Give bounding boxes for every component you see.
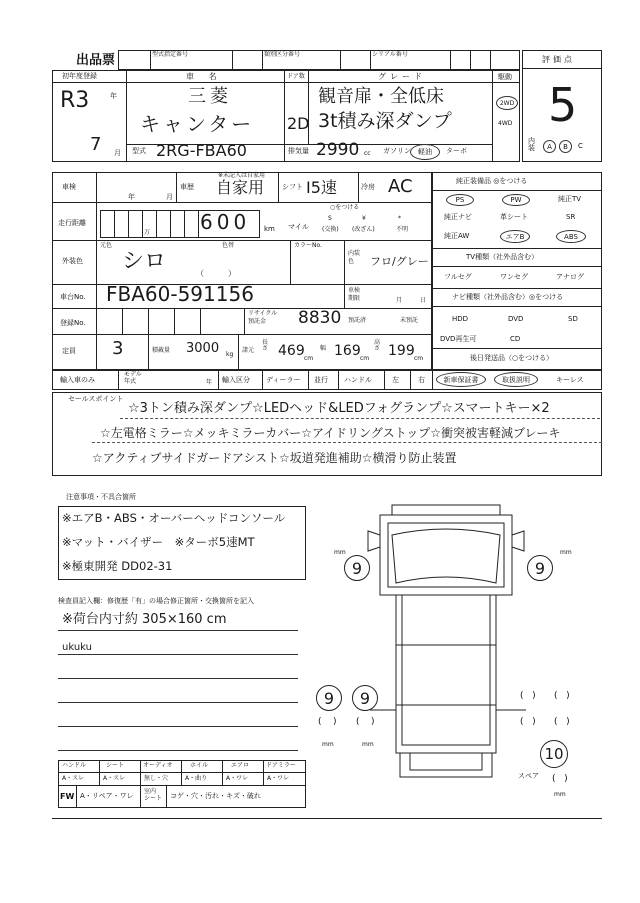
equip-ps: PS bbox=[446, 194, 474, 206]
capacity-label: 定員 bbox=[62, 347, 76, 355]
tv-one: ワンセグ bbox=[500, 273, 528, 281]
equip-aw: 純正AW bbox=[444, 232, 470, 240]
model-label: 型式 bbox=[132, 147, 146, 155]
capacity-value: 3 bbox=[112, 338, 124, 359]
import-type-label: 輸入区分 bbox=[222, 376, 250, 384]
original-color-label: 元色 bbox=[100, 242, 113, 249]
replace-s: S bbox=[328, 215, 332, 222]
equip-tv: 純正TV bbox=[558, 195, 582, 203]
later-title: 後日発送品（○をつける） bbox=[470, 354, 554, 362]
interior-color-label: 内装 色 bbox=[348, 250, 361, 265]
load-label: 積載量 bbox=[152, 347, 171, 354]
replace-t: ¥ bbox=[362, 215, 366, 222]
equip-leather: 革シート bbox=[500, 213, 528, 221]
model-year-label: モデル 年式 bbox=[124, 371, 142, 386]
width-value: 169 bbox=[334, 343, 361, 359]
fuel-gasoline: ガソリン bbox=[383, 147, 411, 155]
score-label: 評価点 bbox=[542, 55, 575, 64]
equip-airbag: エアB bbox=[500, 230, 530, 243]
fuel-diesel: 軽油 bbox=[410, 144, 440, 160]
history-value: 自家用 bbox=[216, 178, 265, 197]
notes-title: 注意事項・不具合箇所 bbox=[66, 493, 136, 501]
score-value: 5 bbox=[548, 78, 578, 132]
handle-label: ハンドル bbox=[344, 376, 372, 384]
car-name-value: キャンター bbox=[140, 112, 255, 136]
grade-line2: 3t積み深ダンプ bbox=[318, 110, 452, 132]
dims-label: 諸元 bbox=[242, 347, 255, 354]
navi-dvd: DVD bbox=[508, 315, 524, 323]
tire-rr-bracket-c: ( ) bbox=[520, 717, 536, 727]
tv-analog: アナログ bbox=[556, 273, 584, 281]
inspection-label: 車検 bbox=[62, 183, 76, 191]
tv-title: TV種類（社外品含む） bbox=[466, 253, 539, 261]
replace-s-note: (交換) bbox=[322, 226, 339, 233]
drive-label: 駆動 bbox=[498, 73, 512, 81]
tv-full: フルセグ bbox=[444, 273, 472, 281]
drive-4wd: 4WD bbox=[498, 120, 513, 127]
doors-label: ドア数 bbox=[287, 73, 305, 80]
equip-title: 純正装備品 ◎をつける bbox=[456, 177, 528, 185]
height-cm: cm bbox=[414, 355, 424, 362]
replace-t-note: (改ざん) bbox=[352, 226, 375, 233]
tire-rear-mm-right: mm bbox=[362, 741, 374, 748]
displacement-label: 排気量 bbox=[288, 147, 309, 155]
kg-unit: kg bbox=[226, 351, 234, 358]
legend-interior-sheet: 室内 シート bbox=[144, 788, 163, 803]
year-unit: 年 bbox=[110, 92, 117, 100]
recycle-done: 預託済 bbox=[348, 317, 367, 324]
length-cm: cm bbox=[304, 355, 314, 362]
legend-v-aero: A・ワレ bbox=[226, 775, 249, 782]
tire-rear-bracket-left: ( ) bbox=[318, 717, 337, 727]
chassis-value: FBA60-591156 bbox=[106, 282, 254, 306]
keyless-item: キーレス bbox=[556, 376, 584, 384]
unknown-note: 不明 bbox=[396, 226, 409, 233]
cc-unit: cc bbox=[364, 150, 371, 157]
maker-label: 車 名 bbox=[186, 72, 223, 81]
sales-line-3: ☆アクティブサイドガードアシスト☆坂道発進補助☆横滑り防止装置 bbox=[92, 451, 457, 465]
recycle-not: 未預託 bbox=[400, 317, 419, 324]
legend-v-mirror: A・ワレ bbox=[267, 775, 290, 782]
note-line-3: ※極東開発 DD02-31 bbox=[62, 559, 173, 573]
serial-label: シリアル番号 bbox=[372, 51, 408, 58]
chassis-label: 車台No. bbox=[60, 293, 86, 301]
color-value: シロ bbox=[122, 249, 167, 274]
legend-h-mirror: ドアミラー bbox=[266, 762, 296, 769]
year-value: R3 bbox=[60, 88, 90, 113]
legend-v-handle: A・スレ bbox=[62, 775, 85, 782]
inspector-line-2: ukuku bbox=[62, 642, 92, 653]
grade-line1: 観音扉・全低床 bbox=[318, 86, 444, 107]
first-reg-label: 初年度登録 bbox=[62, 72, 97, 80]
exterior-color-label: 外装色 bbox=[62, 257, 83, 265]
history-label: 車歴 bbox=[180, 183, 194, 191]
interior-grade-a: A bbox=[543, 140, 556, 153]
legend-h-audio: オーディオ bbox=[143, 762, 173, 769]
spare-label: スペア bbox=[518, 772, 539, 780]
handle-left: 左 bbox=[392, 376, 399, 384]
tire-rear-bracket-right: ( ) bbox=[356, 717, 375, 727]
category-code-label: 類別区分番号 bbox=[264, 51, 301, 58]
recycle-label: リサイクル 預託金 bbox=[248, 310, 278, 325]
repaint-label: 色替 bbox=[222, 242, 235, 249]
navi-hdd: HDD bbox=[452, 315, 469, 323]
legend-h-aero: エアロ bbox=[231, 762, 250, 769]
color-paren: （ ） bbox=[196, 269, 236, 278]
mileage-value: 600 bbox=[200, 210, 251, 234]
legend-fw: FW bbox=[60, 792, 75, 801]
tire-front-right: 9 bbox=[527, 555, 553, 581]
equip-sr: SR bbox=[566, 213, 576, 221]
ac-value: AC bbox=[388, 176, 413, 197]
note-line-2: ※マット・バイザー ※ターボ5速MT bbox=[62, 535, 255, 549]
parallel-label: 並行 bbox=[314, 376, 328, 384]
handle-right: 右 bbox=[418, 376, 425, 384]
tire-fl-mm: mm bbox=[334, 549, 346, 556]
recycle-value: 8830 bbox=[298, 308, 342, 328]
unknown-label: * bbox=[398, 215, 401, 222]
tire-rr-bracket-a: ( ) bbox=[520, 691, 536, 701]
mileage-label: 走行距離 bbox=[58, 219, 86, 227]
model-code-label: 型式指定番号 bbox=[152, 51, 189, 58]
interior-grade-c: C bbox=[578, 142, 583, 150]
import-label: 輸入車のみ bbox=[60, 376, 95, 384]
inspection-month-unit: 月 bbox=[166, 193, 173, 201]
height-label: 高さ bbox=[374, 339, 381, 352]
inspection-year-unit: 年 bbox=[128, 193, 135, 201]
sales-point-label: セールスポイント bbox=[68, 395, 124, 403]
width-label: 幅 bbox=[320, 345, 327, 352]
bottom-rule bbox=[52, 818, 602, 819]
import-year-unit: 年 bbox=[206, 379, 213, 386]
inspect-term-month: 月 bbox=[396, 297, 403, 304]
shift-value: I5速 bbox=[306, 178, 337, 197]
doors-value: 2D bbox=[287, 114, 310, 133]
tire-rear-2: 9 bbox=[352, 685, 378, 711]
inspect-term-label: 車検 期限 bbox=[348, 287, 361, 302]
spare-bracket: ( ) bbox=[552, 774, 568, 784]
self-use-note: ※未記入は自家用 bbox=[218, 172, 266, 179]
equip-pw: PW bbox=[502, 194, 530, 206]
legend-interior-vals: コゲ・穴・汚れ・キズ・破れ bbox=[170, 792, 261, 800]
maker-value: 三菱 bbox=[188, 86, 232, 107]
tire-rr-bracket-d: ( ) bbox=[554, 717, 570, 727]
turbo-value: ターボ bbox=[446, 147, 467, 155]
tire-rear-mm-left: mm bbox=[322, 741, 334, 748]
tire-spare: 10 bbox=[540, 740, 568, 768]
displacement-value: 2990 bbox=[316, 140, 360, 160]
navi-sd: SD bbox=[568, 315, 578, 323]
drive-2wd: 2WD bbox=[496, 96, 518, 110]
man-unit: 万 bbox=[144, 229, 151, 236]
navi-cd: CD bbox=[510, 335, 521, 343]
tire-rr-bracket-b: ( ) bbox=[554, 691, 570, 701]
interior-label: 内装 bbox=[528, 137, 535, 152]
length-label: 長さ bbox=[262, 339, 269, 352]
navi-dvd-play: DVD再生可 bbox=[440, 335, 477, 343]
tire-fr-mm: mm bbox=[560, 549, 572, 556]
inspect-term-day: 日 bbox=[420, 297, 427, 304]
sales-line-1: ☆3トン積み深ダンプ☆LEDヘッド&LEDフォグランプ☆スマートキー×2 bbox=[128, 401, 550, 416]
note-line-1: ※エアB・ABS・オーバーヘッドコンソール bbox=[62, 511, 286, 525]
legend-h-handle: ハンドル bbox=[62, 762, 87, 769]
load-value: 3000 bbox=[186, 341, 220, 356]
legend-v-seat: A・スレ bbox=[103, 775, 126, 782]
circle-note: ○をつける bbox=[330, 204, 360, 211]
legend-h-seat: シート bbox=[106, 762, 125, 769]
equip-abs: ABS bbox=[556, 230, 586, 243]
reg-no-label: 登録No. bbox=[60, 319, 86, 327]
interior-color-value: フロ/グレー bbox=[370, 255, 429, 268]
month-value: 7 bbox=[90, 134, 102, 155]
grade-label: グレード bbox=[378, 72, 426, 81]
tire-rear-1: 9 bbox=[316, 685, 342, 711]
tire-front-left: 9 bbox=[344, 555, 370, 581]
height-value: 199 bbox=[388, 343, 415, 359]
legend-fw-val: A・リペア・ワレ bbox=[80, 792, 134, 800]
interior-grade-b: B bbox=[559, 140, 572, 153]
dealer-label: ディーラー bbox=[266, 376, 301, 384]
model-value: 2RG-FBA60 bbox=[156, 141, 247, 160]
navi-title: ナビ種類（社外品含む）◎をつける bbox=[452, 293, 564, 301]
warranty-item: 新車保証書 bbox=[436, 372, 486, 387]
color-no-label: カラーNo. bbox=[294, 242, 322, 249]
legend-v-audio: 無し・穴 bbox=[144, 775, 169, 782]
shift-label: シフト bbox=[282, 183, 303, 191]
legend-v-wheel: A・曲り bbox=[185, 775, 208, 782]
manual-item: 取扱説明 bbox=[494, 372, 538, 387]
inspector-title: 検査員記入欄：修復歴「有」の場合修正箇所・交換箇所を記入 bbox=[58, 597, 254, 605]
inspector-line-1: ※荷台内寸約 305×160 cm bbox=[62, 612, 227, 627]
month-unit: 月 bbox=[114, 149, 121, 157]
sales-line-2: ☆左電格ミラー☆メッキミラーカバー☆アイドリングストップ☆衝突被害軽減ブレーキ bbox=[100, 426, 561, 440]
km-unit: km bbox=[264, 225, 275, 233]
equip-navi: 純正ナビ bbox=[444, 213, 472, 221]
spare-mm: mm bbox=[554, 791, 566, 798]
mile-label: マイル bbox=[288, 223, 309, 231]
width-cm: cm bbox=[360, 355, 370, 362]
legend-h-wheel: ホイル bbox=[190, 762, 209, 769]
page-title: 出品票 bbox=[76, 53, 116, 68]
length-value: 469 bbox=[278, 343, 305, 359]
ac-label: 冷房 bbox=[361, 183, 375, 191]
